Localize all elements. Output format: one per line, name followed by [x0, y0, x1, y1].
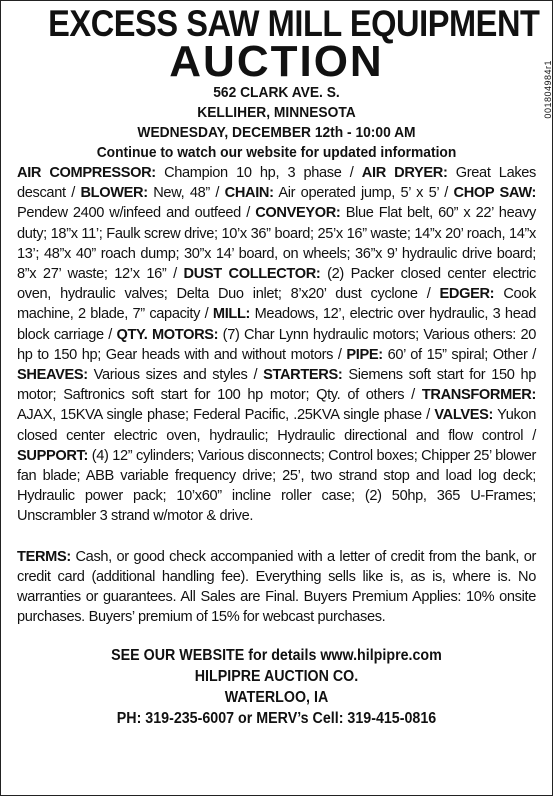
- item-text: (4) 12” cylinders; Various disconnects; Control boxes; Chipper 25’ blower fan blade; ABB variable frequency drive; 25’, two strand stop and load log deck; Hydraulic power pack; 10’x60” incline roller case; (2) 50hp, 365 U-Frames; Unscrambler 3 strand w/motor & drive.: [17, 447, 536, 525]
- company-line: HILPIPRE AUCTION CO.: [194, 668, 359, 686]
- item-label: QTY. MOTORS:: [116, 326, 219, 343]
- item-text: Cook machine, 2 blade, 7” capacity /: [17, 286, 536, 323]
- item-label: PIPE:: [346, 346, 383, 363]
- notice-line: Continue to watch our website for updated information: [96, 144, 457, 161]
- item-text: Siemens soft start for 150 hp motor; Saftronics soft start for 100 hp motor; Qty. of others /: [17, 367, 536, 404]
- item-label: EDGER:: [439, 286, 495, 303]
- item-text: Great Lakes descant /: [17, 165, 537, 202]
- equipment-list: [17, 163, 536, 527]
- item-label: MILL:: [212, 306, 251, 323]
- ad-code: 001804984r1: [543, 60, 553, 119]
- date-line: WEDNESDAY, DECEMBER 12th - 10:00 AM: [137, 124, 416, 141]
- item-label: CONVEYOR:: [255, 205, 341, 222]
- item-label: STARTERS:: [263, 367, 343, 384]
- item-label: TRANSFORMER:: [421, 387, 536, 404]
- terms-text: Cash, or good check accompanied with a letter of credit from the bank, or credit card (additional handling fee). Everything sells like is, as is, where is. No warranties or guarantees. All Sales are Final. Buyers Premium Applies: 10% onsite purchases. Buyers’ premium of 15% for webcast purchases.: [17, 548, 536, 626]
- item-label: CHAIN:: [224, 185, 274, 202]
- ad-subtitle: AUCTION: [169, 37, 384, 86]
- item-label: BLOWER:: [80, 185, 148, 202]
- item-label: SHEAVES:: [17, 367, 88, 384]
- item-text: Air operated jump, 5’ x 5’ /: [273, 185, 454, 202]
- item-text: New, 48” /: [147, 185, 225, 202]
- item-text: (7) Char Lynn hydraulic motors; Various others: 20 hp to 150 hp; Gear heads with and without motors /: [17, 326, 537, 363]
- item-text: Various sizes and styles /: [87, 367, 264, 384]
- terms-paragraph: [17, 547, 536, 628]
- city-line: KELLIHER, MINNESOTA: [197, 104, 356, 121]
- item-label: DUST COLLECTOR:: [183, 266, 321, 283]
- location-line: WATERLOO, IA: [224, 689, 329, 707]
- item-label: AIR COMPRESSOR:: [17, 165, 156, 181]
- item-label: CHOP SAW:: [453, 185, 536, 202]
- website-line[interactable]: SEE OUR WEBSITE for details www.hilpipre.com: [111, 647, 442, 665]
- address-line: 562 CLARK AVE. S.: [213, 84, 340, 101]
- phone-line: PH: 319-235-6007 or MERV’s Cell: 319-415-0816: [116, 710, 437, 728]
- item-text: Meadows, 12’, electric over hydraulic, 3 head block carriage /: [17, 306, 536, 343]
- item-text: (2) Packer closed center electric oven, hydraulic valves; Delta Duo inlet; 8’x20’ dust cyclone /: [17, 266, 536, 303]
- item-label: VALVES:: [434, 407, 493, 424]
- item-text: Champion 10 hp, 3 phase /: [155, 165, 362, 181]
- item-text: Yukon closed center electric oven, hydraulic; Hydraulic directional and flow control /: [17, 407, 536, 444]
- ad-title: EXCESS SAW MILL EQUIPMENT: [48, 3, 540, 44]
- item-text: Blue Flat belt, 60” x 22’ heavy duty; 18”x 11’; Faulk screw drive; 10’x 36” board; 25’x 16” waste; 14”x 20’ roach, 14”x 13’; 48”x 40” roach dump; 30”x 14’ board, on wheels; 36”x 9’ hydraulic drive board; 8”x 27’ waste; 12’x 16” /: [17, 205, 537, 283]
- item-text: AJAX, 15KVA single phase; Federal Pacific, .25KVA single phase /: [17, 407, 435, 424]
- item-label: AIR DRYER:: [361, 165, 448, 181]
- terms-label: TERMS:: [17, 548, 71, 565]
- item-text: 60’ of 15” spiral; Other /: [382, 346, 536, 363]
- item-text: Pendew 2400 w/infeed and outfeed /: [17, 205, 256, 222]
- item-label: SUPPORT:: [17, 447, 88, 464]
- footer: [17, 645, 536, 729]
